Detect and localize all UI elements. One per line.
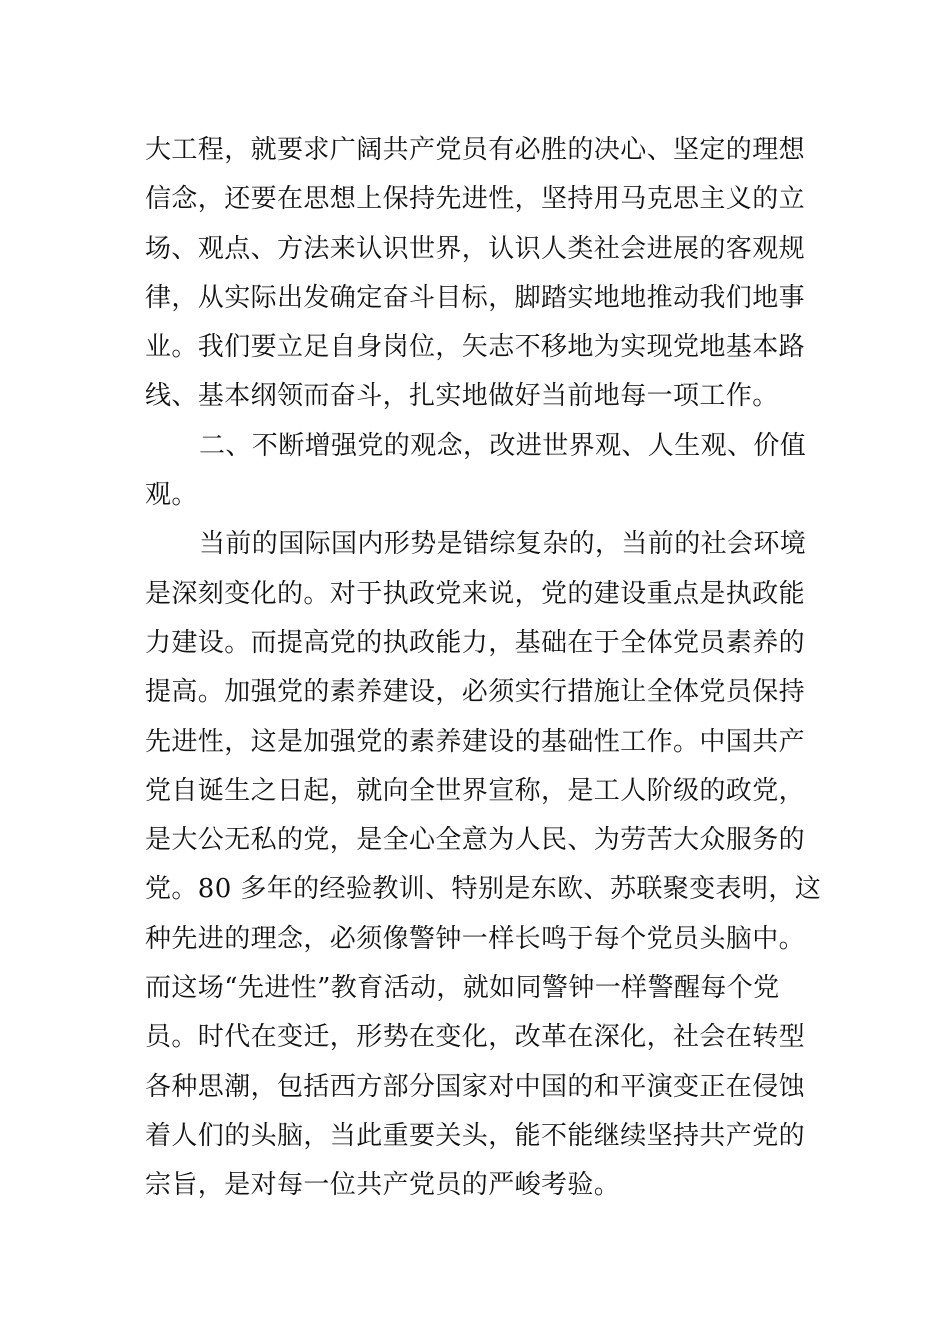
text-line: 力建设。而提高党的执政能力，基础在于全体党员素养的 bbox=[145, 627, 806, 658]
text-line: 当前的国际国内形势是错综复杂的，当前的社会环境 bbox=[199, 529, 807, 560]
text-line: 宗旨，是对每一位共产党员的严峻考验。 bbox=[145, 1170, 621, 1201]
text-line: 观。 bbox=[145, 480, 198, 511]
text-line: 员。时代在变迁，形势在变化，改革在深化，社会在转型 bbox=[145, 1022, 806, 1053]
document-body bbox=[145, 126, 822, 1211]
text-line: 党。80 多年的经验教训、特别是东欧、苏联聚变表明，这 bbox=[145, 874, 822, 905]
text-line: 大工程，就要求广阔共产党员有必胜的决心、坚定的理想 bbox=[145, 135, 806, 165]
text-line: 律，从实际出发确定奋斗目标，脚踏实地地推动我们地事 bbox=[145, 282, 806, 313]
text-line: 而这场“先进性”教育活动，就如同警钟一样警醒每个党 bbox=[145, 973, 780, 1004]
text-line: 先进性，这是加强党的素养建设的基础性工作。中国共产 bbox=[145, 726, 806, 757]
text-line: 各种思潮，包括西方部分国家对中国的和平演变正在侵蚀 bbox=[145, 1071, 806, 1102]
text-line: 信念，还要在思想上保持先进性，坚持用马克思主义的立 bbox=[145, 184, 806, 215]
text-line: 线、基本纲领而奋斗，扎实地做好当前地每一项工作。 bbox=[145, 381, 779, 412]
text-line: 是深刻变化的。对于执政党来说，党的建设重点是执政能 bbox=[145, 578, 806, 609]
text-line: 党自诞生之日起，就向全世界宣称，是工人阶级的政党， bbox=[145, 775, 806, 806]
text-line: 二、不断增强党的观念，改进世界观、人生观、价值 bbox=[199, 430, 807, 461]
text-line: 是大公无私的党，是全心全意为人民、为劳苦大众服务的 bbox=[145, 825, 806, 856]
text-line: 提高。加强党的素养建设，必须实行措施让全体党员保持 bbox=[145, 677, 806, 708]
text-line: 着人们的头脑，当此重要关头，能不能继续坚持共产党的 bbox=[145, 1120, 806, 1151]
text-line: 业。我们要立足自身岗位，矢志不移地为实现党地基本路 bbox=[145, 332, 806, 363]
text-line: 种先进的理念，必须像警钟一样长鸣于每个党员头脑中。 bbox=[145, 923, 806, 954]
text-line: 场、观点、方法来认识世界，认识人类社会进展的客观规 bbox=[145, 233, 806, 264]
